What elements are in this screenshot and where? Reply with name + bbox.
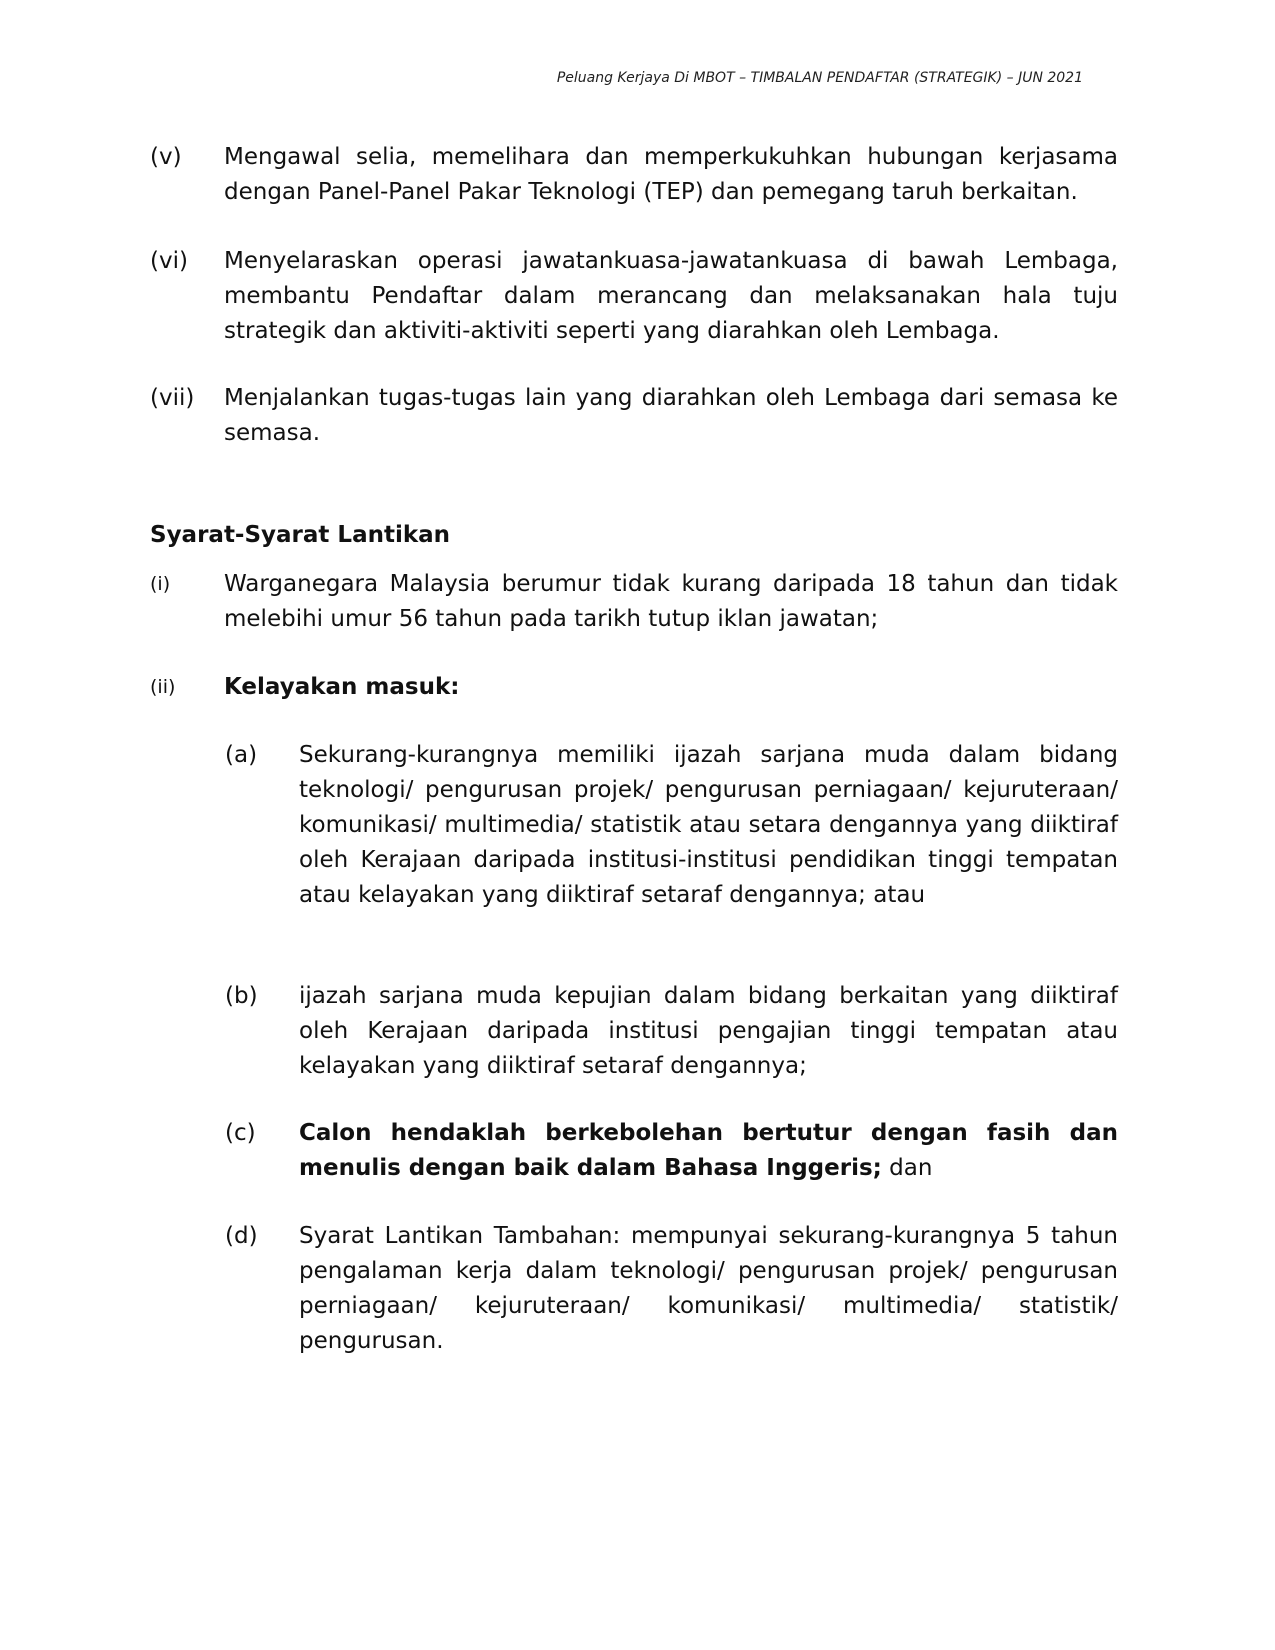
- item-number: (i): [150, 573, 171, 595]
- item-text: Syarat Lantikan Tambahan: mempunyai sekurang-kurangnya 5 tahun pengalaman kerja dalam teknologi/ pengurusan projek/ pengurusan perniagaan/ kejuruteraan/ komunikasi/ multimedia/ statistik/ pengurusan.: [299, 1223, 1118, 1354]
- item-text: Kelayakan masuk:: [224, 674, 460, 700]
- qualification-item-d: [225, 1219, 1118, 1359]
- item-tail: dan: [881, 1155, 933, 1181]
- item-number: (b): [225, 983, 258, 1009]
- duty-item-v: [150, 140, 1118, 210]
- condition-item-i: [150, 567, 1118, 637]
- duty-item-vii: [150, 381, 1118, 451]
- running-header: Peluang Kerjaya Di MBOT – TIMBALAN PENDAFTAR (STRATEGIK) – JUN 2021: [556, 70, 1083, 86]
- section-heading: Syarat-Syarat Lantikan: [150, 522, 451, 548]
- item-text: Sekurang-kurangnya memiliki ijazah sarjana muda dalam bidang teknologi/ pengurusan projek/ pengurusan perniagaan/ kejuruteraan/ komunikasi/ multimedia/ statistik atau setara dengannya yang diiktiraf oleh Kerajaan daripada institusi-institusi pendidikan tinggi tempatan atau kelayakan yang diiktiraf setaraf dengannya; atau: [299, 742, 1118, 908]
- item-number: (c): [225, 1120, 256, 1146]
- condition-item-ii: [150, 670, 1118, 705]
- item-number: (v): [150, 144, 182, 170]
- item-number: (vii): [150, 385, 195, 411]
- item-text: ijazah sarjana muda kepujian dalam bidang berkaitan yang diiktiraf oleh Kerajaan daripada institusi pengajian tinggi tempatan atau kelayakan yang diiktiraf setaraf dengannya;: [299, 983, 1118, 1079]
- item-number: (d): [225, 1223, 258, 1249]
- item-number: (a): [225, 742, 258, 768]
- bold-requirement: Calon hendaklah berkebolehan bertutur dengan fasih dan menulis dengan baik dalam Bahasa Inggeris;: [299, 1120, 1118, 1181]
- qualification-item-c: [225, 1116, 1118, 1186]
- duty-item-vi: [150, 244, 1118, 349]
- item-text: Mengawal selia, memelihara dan memperkukuhkan hubungan kerjasama dengan Panel-Panel Pakar Teknologi (TEP) dan pemegang taruh berkaitan.: [224, 144, 1118, 205]
- item-text: [299, 1116, 1118, 1186]
- item-number: (vi): [150, 248, 188, 274]
- item-number: (ii): [150, 676, 176, 698]
- item-text: Warganegara Malaysia berumur tidak kurang daripada 18 tahun dan tidak melebihi umur 56 tahun pada tarikh tutup iklan jawatan;: [224, 571, 1118, 632]
- item-text: Menjalankan tugas-tugas lain yang diarahkan oleh Lembaga dari semasa ke semasa.: [224, 385, 1118, 446]
- qualification-item-b: [225, 979, 1118, 1084]
- item-text: Menyelaraskan operasi jawatankuasa-jawatankuasa di bawah Lembaga, membantu Pendaftar dalam merancang dan melaksanakan hala tuju strategik dan aktiviti-aktiviti seperti yang diarahkan oleh Lembaga.: [224, 248, 1118, 344]
- qualification-item-a: [225, 738, 1118, 913]
